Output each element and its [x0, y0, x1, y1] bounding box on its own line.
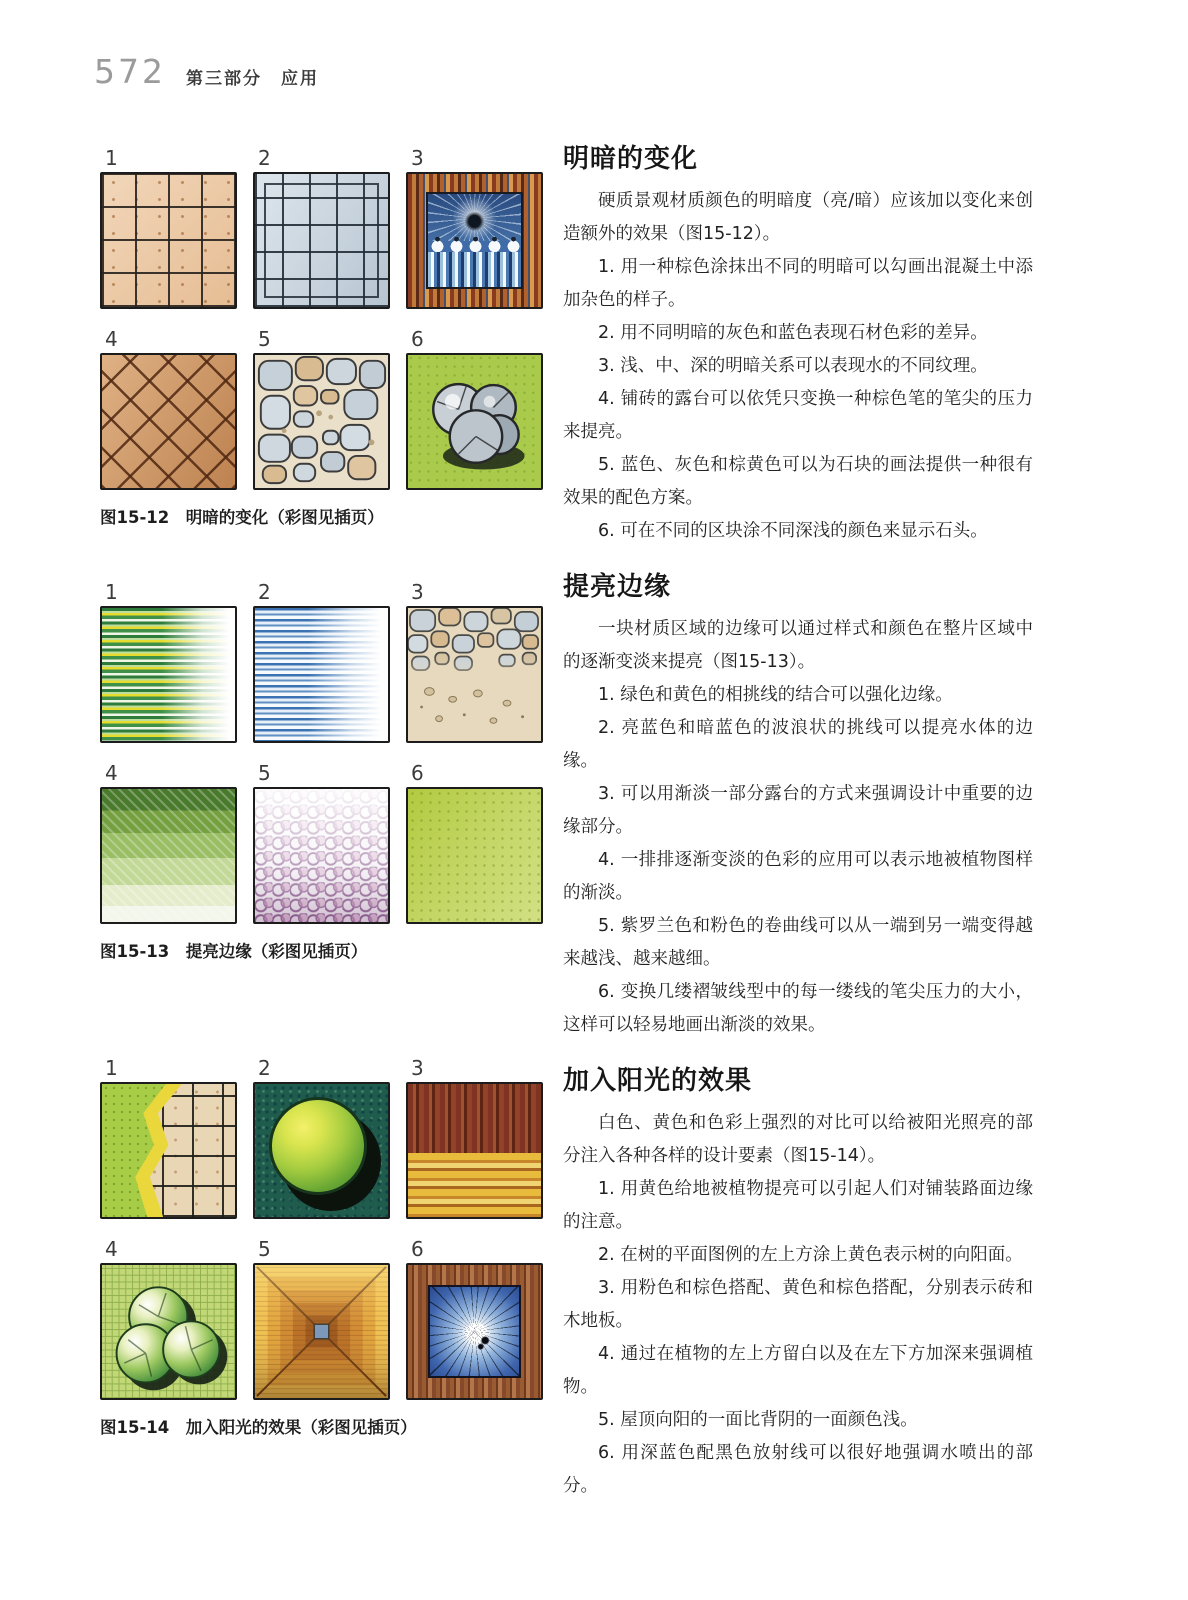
section-title: 提亮边缘: [563, 572, 672, 602]
section-item: 4. 一排排逐渐变淡的色彩的应用可以表示地被植物图样的渐淡。: [563, 850, 1033, 903]
swatch-number: 2: [258, 580, 271, 604]
section-item: 2. 用不同明暗的灰色和蓝色表现石材色彩的差异。: [598, 323, 988, 343]
swatch-number: 2: [258, 1056, 271, 1080]
swatch-number: 5: [258, 327, 271, 351]
section-item: 3. 用粉色和棕色搭配、黄色和棕色搭配，分别表示砖和木地板。: [563, 1278, 1033, 1331]
swatch-number: 1: [105, 1056, 118, 1080]
section-item: 1. 用一种棕色涂抹出不同的明暗可以勾画出混凝土中添加杂色的样子。: [563, 257, 1033, 310]
section-item: 6. 可在不同的区块涂不同深浅的颜色来显示石头。: [598, 521, 988, 541]
swatch-green-yellow-streaks: [100, 606, 237, 743]
swatch-blue-wave-lines: [253, 606, 390, 743]
swatch-plain-light-green: [406, 787, 543, 924]
figure-caption: 图15-13 提亮边缘（彩图见插页）: [100, 942, 368, 961]
swatch-bluegray-stone-grid: [253, 172, 390, 309]
gravel-fading-art: [408, 608, 541, 741]
figure-caption: 图15-14 加入阳光的效果（彩图见插页）: [100, 1418, 417, 1437]
swatch-number: 4: [105, 761, 118, 785]
swatch-grid: [100, 580, 543, 924]
section-intro: 白色、黄色和色彩上强烈的对比可以给被阳光照亮的部分注入各种各样的设计要素（图15-14）。: [563, 1113, 1033, 1166]
boulder-paving-art: [255, 355, 388, 488]
swatch-number: 6: [411, 1237, 424, 1261]
swatch-brick-and-wood: [406, 1082, 543, 1219]
boulder-on-lawn-art: [408, 355, 541, 488]
swatch-number: 6: [411, 327, 424, 351]
section-item: 3. 可以用渐淡一部分露台的方式来强调设计中重要的边缘部分。: [563, 784, 1033, 837]
swatch-tan-paver-grid: [100, 172, 237, 309]
figure-15-14: [100, 1056, 543, 1438]
swatch-mixed-boulder-paving: [253, 353, 390, 490]
swatch-number: 5: [258, 1237, 271, 1261]
three-trees-art: [102, 1265, 235, 1398]
violet-curls-art: [255, 789, 388, 922]
swatch-framed-fountain: [406, 1263, 543, 1400]
swatch-number: 3: [411, 1056, 424, 1080]
swatch-number: 2: [258, 146, 271, 170]
section-item: 3. 浅、中、深的明暗关系可以表现水的不同纹理。: [598, 356, 988, 376]
swatch-wood-deck-tunnel: [253, 1263, 390, 1400]
swatch-number: 3: [411, 146, 424, 170]
swatch-number: 1: [105, 580, 118, 604]
figure-15-13: [100, 580, 543, 962]
swatch-number: 5: [258, 761, 271, 785]
swatch-green-hatch-bands: [100, 787, 237, 924]
section-light-dark-variation: [563, 138, 1033, 548]
section-item: 5. 屋顶向阳的一面比背阴的一面颜色浅。: [598, 1410, 918, 1430]
figure-15-12: [100, 146, 543, 528]
swatch-number: 6: [411, 761, 424, 785]
swatch-number: 1: [105, 146, 118, 170]
section-title: 明暗的变化: [563, 144, 699, 174]
section-add-sunlight: [563, 1060, 1033, 1503]
section-item: 5. 蓝色、灰色和棕黄色可以为石块的画法提供一种很有效果的配色方案。: [563, 455, 1033, 508]
swatch-number: 4: [105, 1237, 118, 1261]
section-item: 6. 变换几缕褶皱线型中的每一缕线的笔尖压力的大小，这样可以轻易地画出渐淡的效果。: [563, 982, 1033, 1035]
section-item: 1. 用黄色给地被植物提亮可以引起人们对铺装路面边缘的注意。: [563, 1179, 1033, 1232]
swatch-number: 3: [411, 580, 424, 604]
wood-tunnel-art: [255, 1265, 388, 1398]
swatch-three-sunlit-trees: [100, 1263, 237, 1400]
section-intro: 一块材质区域的边缘可以通过样式和颜色在整片区域中的逐渐变淡来提亮（图15-13）。: [563, 619, 1033, 672]
swatch-diagonal-brick-lattice: [100, 353, 237, 490]
swatch-sunlit-groundcover-edge: [100, 1082, 237, 1219]
page-number: 572: [94, 52, 166, 91]
swatch-number: 4: [105, 327, 118, 351]
section-item: 2. 亮蓝色和暗蓝色的波浪状的挑线可以提亮水体的边缘。: [563, 718, 1033, 771]
section-item: 1. 绿色和黄色的相挑线的结合可以强化边缘。: [598, 685, 953, 705]
swatch-grid: [100, 146, 543, 490]
swatch-framed-waterfall: [406, 172, 543, 309]
section-brighten-edges: [563, 566, 1033, 1042]
section-item: 2. 在树的平面图例的左上方涂上黄色表示树的向阳面。: [598, 1245, 1023, 1265]
figure-caption: 图15-12 明暗的变化（彩图见插页）: [100, 508, 384, 527]
swatch-boulder-on-lawn: [406, 353, 543, 490]
section-item: 6. 用深蓝色配黑色放射线可以很好地强调水喷出的部分。: [563, 1443, 1033, 1496]
section-item: 5. 紫罗兰色和粉色的卷曲线可以从一端到另一端变得越来越浅、越来越细。: [563, 916, 1033, 969]
text-column: [563, 138, 1033, 1503]
part-header: 第三部分 应用: [186, 69, 319, 89]
swatch-violet-curls: [253, 787, 390, 924]
swatch-sunlit-tree-canopy: [253, 1082, 390, 1219]
section-title: 加入阳光的效果: [563, 1066, 753, 1096]
section-item: 4. 通过在植物的左上方留白以及在左下方加深来强调植物。: [563, 1344, 1033, 1397]
section-intro: 硬质景观材质颜色的明暗度（亮/暗）应该加以变化来创造额外的效果（图15-12）。: [563, 191, 1033, 244]
swatch-grid: [100, 1056, 543, 1400]
section-item: 4. 铺砖的露台可以依凭只变换一种棕色笔的笔尖的压力来提亮。: [563, 389, 1033, 442]
swatch-gravel-fading: [406, 606, 543, 743]
